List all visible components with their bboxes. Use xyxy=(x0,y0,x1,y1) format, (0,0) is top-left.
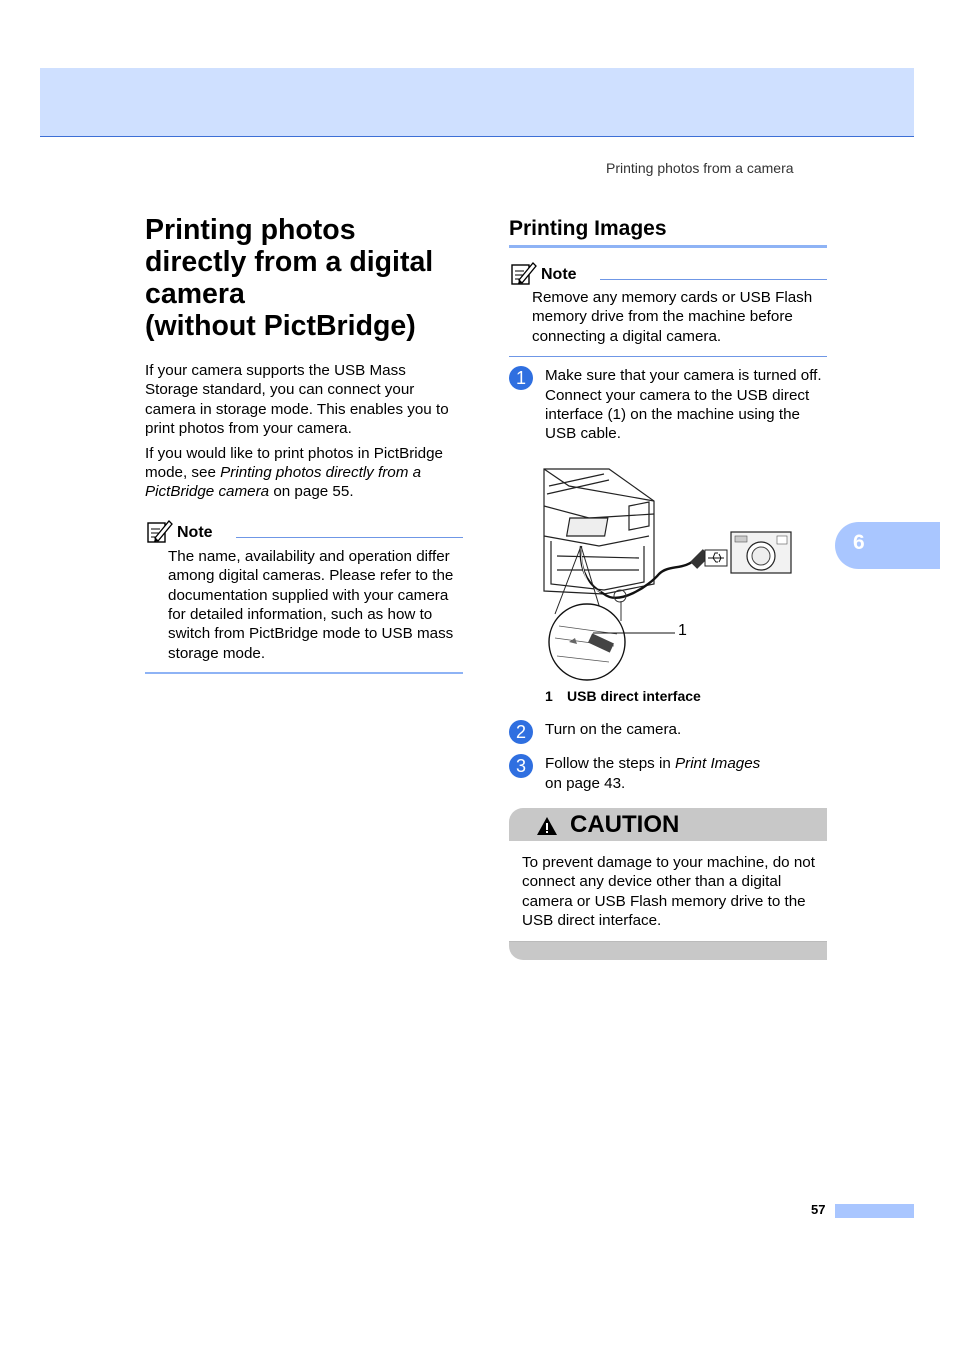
warning-triangle-icon xyxy=(536,816,558,836)
note-box-right xyxy=(509,260,827,357)
printer-camera-illustration xyxy=(509,466,827,694)
right-column xyxy=(509,214,827,960)
usb-connection-figure xyxy=(509,466,827,694)
step-3-text-after: on page 43. xyxy=(545,774,626,792)
note-header xyxy=(509,260,827,286)
legend-text: USB direct interface xyxy=(567,687,701,704)
caution-header xyxy=(509,808,827,841)
note-bottom-rule xyxy=(509,356,827,357)
title-line-1: Printing photos xyxy=(145,214,356,246)
left-column xyxy=(145,214,463,674)
note-pencil-icon xyxy=(509,260,537,286)
note-header xyxy=(145,518,463,544)
note-rule xyxy=(600,279,827,280)
step-3-text-before: Follow the steps in xyxy=(545,755,675,773)
note-label: Note xyxy=(177,523,213,541)
caution-box xyxy=(509,808,827,960)
section-heading: Printing Images xyxy=(509,214,827,248)
pictbridge-paragraph xyxy=(145,444,463,502)
figure-callout-number: 1 xyxy=(678,621,687,639)
step-2-text: Turn on the camera. xyxy=(545,720,682,738)
pictbridge-text-before: If you would like to print photos in PictBridge mode, see xyxy=(145,444,444,482)
note-pencil-icon xyxy=(145,518,173,544)
caution-footer xyxy=(509,941,827,960)
title-line-2: directly from a digital xyxy=(145,246,434,278)
step-number-3: 3 xyxy=(509,754,533,778)
note-text: The name, availability and operation differ among digital cameras. Please refer to the documentation supplied with your camera for detailed information, such as how to switch from PictBridge mode to USB mass storage mode. xyxy=(168,547,454,662)
step-1 xyxy=(509,366,827,444)
usb-cable xyxy=(581,546,697,598)
page-number: 57 xyxy=(811,1202,826,1217)
page-number-bar xyxy=(835,1204,914,1218)
note-rule xyxy=(236,537,463,538)
page-title xyxy=(145,214,463,342)
step-number-1: 1 xyxy=(509,366,533,390)
step-3 xyxy=(509,754,827,793)
chapter-tab[interactable]: 6 xyxy=(835,522,940,569)
note-bottom-rule xyxy=(145,672,463,674)
title-line-3: camera xyxy=(145,278,245,310)
note-box-left xyxy=(145,518,463,674)
running-header: Printing photos from a camera xyxy=(606,160,794,176)
pictbridge-text-after: on page 55. xyxy=(269,483,354,501)
printer-control-panel xyxy=(567,518,608,536)
note-text: Remove any memory cards or USB Flash memory drive from the machine before connecting a digital camera. xyxy=(532,289,813,345)
print-images-link[interactable]: Print Images xyxy=(675,755,761,773)
caution-text: To prevent damage to your machine, do not connect any device other than a digital camera or USB Flash memory drive to the USB direct interface. xyxy=(522,854,815,930)
title-line-4: (without PictBridge) xyxy=(145,310,416,342)
usb-symbol-icon xyxy=(705,550,727,566)
header-band xyxy=(40,68,914,137)
step-2 xyxy=(509,720,827,742)
caution-label: CAUTION xyxy=(570,811,680,839)
pictbridge-link[interactable]: Printing photos directly from a PictBridge camera xyxy=(145,464,422,501)
intro-paragraph: If your camera supports the USB Mass Storage standard, you can connect your camera in storage mode. This enables you to print photos from your camera. xyxy=(145,362,449,438)
digital-camera-icon xyxy=(731,532,791,573)
note-label: Note xyxy=(541,266,577,283)
step-1-text: Make sure that your camera is turned off. Connect your camera to the USB direct interface (1) on the machine using the USB cable. xyxy=(545,367,822,443)
step-number-2: 2 xyxy=(509,720,533,744)
legend-number: 1 xyxy=(545,687,553,704)
